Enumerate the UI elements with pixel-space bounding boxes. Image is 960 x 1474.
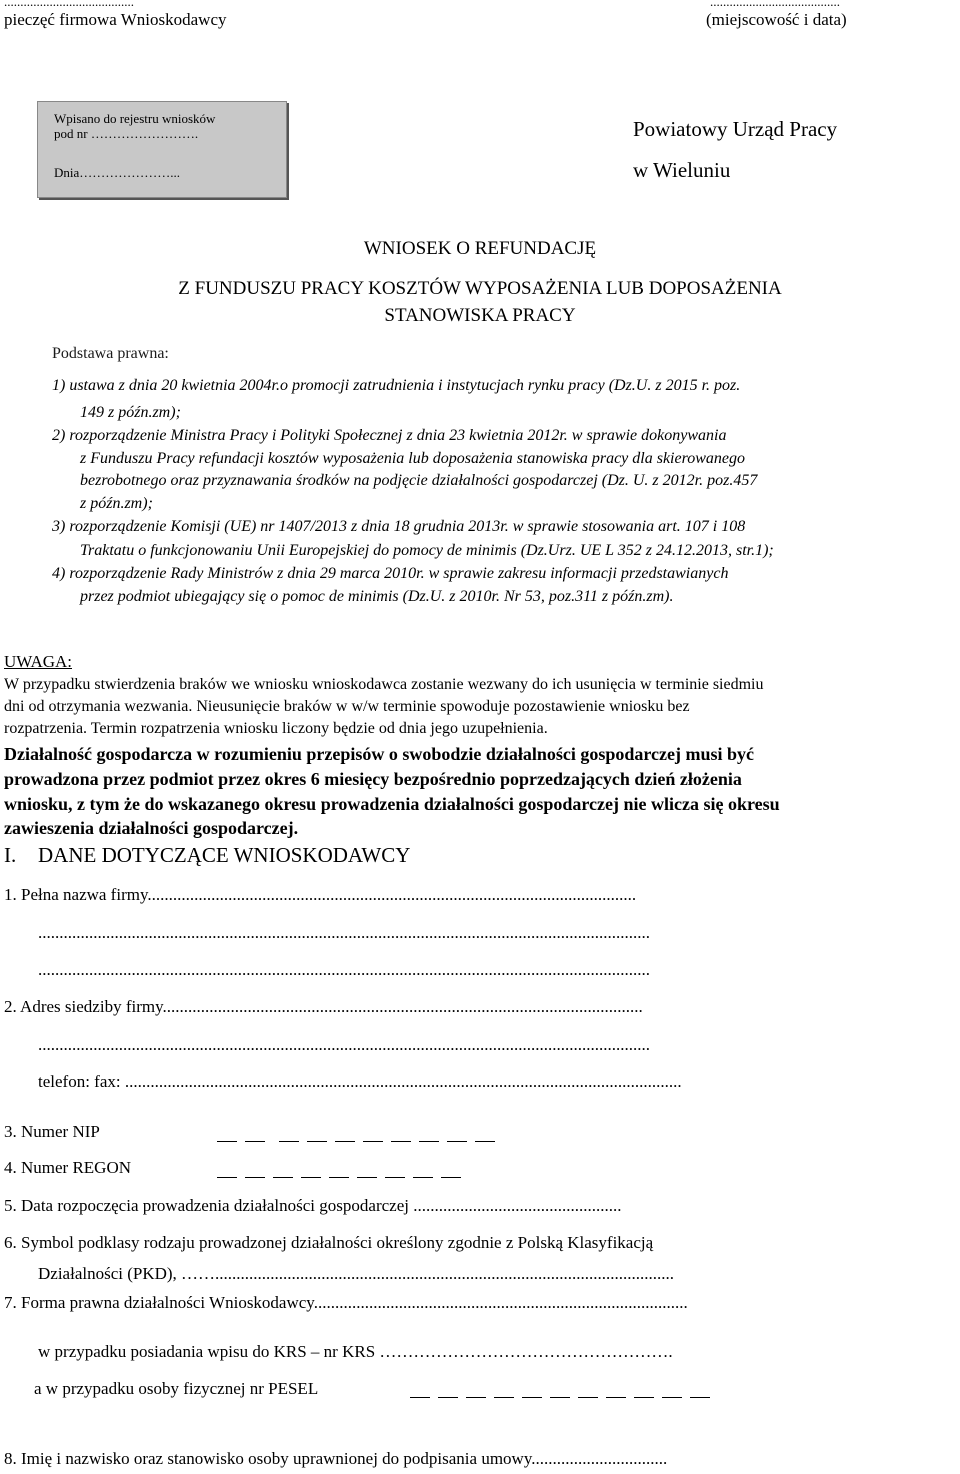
legal-line: 4) rozporządzenie Rady Ministrów z dnia 29 marca 2010r. w sprawie zakresu informacji przedstawianych (52, 565, 729, 582)
registry-line-3: Dnia…………………... (54, 165, 181, 180)
title-line-2: Z FUNDUSZU PRACY KOSZTÓW WYPOSAŻENIA LUB DOPOSAŻENIA (178, 278, 782, 299)
digit-box[interactable] (245, 1140, 265, 1142)
notice-text-3: rozpatrzenia. Termin rozpatrzenia wniosku liczony będzie od dnia jego uzupełnienia. (4, 720, 548, 737)
digit-box[interactable] (475, 1140, 495, 1142)
digit-box[interactable] (385, 1176, 405, 1178)
stamp-label: pieczęć firmowa Wnioskodawcy (4, 10, 227, 29)
place-date-dotted-line: ........................................ (710, 0, 840, 9)
title-line-1: WNIOSEK O REFUNDACJĘ (363, 238, 597, 259)
digit-box[interactable] (419, 1140, 439, 1142)
notice-bold-2: prowadzona przez podmiot przez okres 6 miesięcy bezpośrednio poprzedzających dzień złożenia (4, 769, 742, 789)
field-pkd-line-1: 6. Symbol podklasy rodzaju prowadzonej działalności określony zgodnie z Polską Klasyfikacją (4, 1233, 654, 1252)
legal-basis-label: Podstawa prawna: (52, 345, 169, 362)
field-pkd-line-2[interactable]: Działalności (PKD), ……............................................................................................................ (38, 1264, 675, 1283)
digit-box[interactable] (273, 1176, 293, 1178)
legal-line: przez podmiot ubiegający się o pomoc de minimis (Dz.U. z 2010r. Nr 53, poz.311 z późn.zm). (80, 588, 674, 605)
field-company-name-line-2[interactable]: ................................................................................................................................................ (38, 923, 650, 942)
section-title: DANE DOTYCZĄCE WNIOSKODAWCY (38, 843, 411, 867)
digit-box[interactable] (217, 1176, 237, 1178)
registry-line-2: pod nr ……………………. (54, 126, 199, 141)
office-city: w Wieluniu (633, 158, 731, 182)
digit-box[interactable] (357, 1176, 377, 1178)
stamp-dotted-line: ........................................ (4, 0, 134, 9)
field-pesel-label: a w przypadku osoby fizycznej nr PESEL (34, 1379, 319, 1398)
office-name: Powiatowy Urząd Pracy (633, 117, 838, 141)
field-company-name-line-3[interactable]: ................................................................................................................................................ (38, 960, 650, 979)
place-date-label: (miejscowość i data) (706, 10, 847, 29)
notice-bold-4: zawieszenia działalności gospodarczej. (4, 818, 299, 838)
notice-text-2: dni od otrzymania wezwania. Nieusunięcie braków w w/w terminie spowoduje pozostawienie wniosku bez (4, 698, 690, 715)
digit-box[interactable] (522, 1396, 542, 1398)
title-line-3: STANOWISKA PRACY (384, 305, 576, 326)
digit-box[interactable] (447, 1140, 467, 1142)
digit-box[interactable] (413, 1176, 433, 1178)
field-start-date[interactable]: 5. Data rozpoczęcia prowadzenia działalności gospodarczej ................................................. (4, 1196, 622, 1215)
legal-line: Traktatu o funkcjonowaniu Unii Europejskiej do pomocy de minimis (Dz.Urz. UE L 352 z 24.12.2013, str.1); (80, 542, 774, 559)
section-number: I. (4, 843, 17, 867)
notice-bold-3: wniosku, z tym że do wskazanego okresu prowadzenia działalności gospodarczej nie wlicza się okresu (4, 794, 780, 814)
digit-box[interactable] (578, 1396, 598, 1398)
digit-box[interactable] (245, 1176, 265, 1178)
field-krs[interactable]: w przypadku posiadania wpisu do KRS – nr KRS ……………………………………………. (38, 1342, 673, 1361)
digit-box[interactable] (335, 1140, 355, 1142)
digit-box[interactable] (466, 1396, 486, 1398)
field-company-address-line-2[interactable]: ................................................................................................................................................ (38, 1035, 650, 1054)
legal-line: z Funduszu Pracy refundacji kosztów wyposażenia lub doposażenia stanowiska pracy dla skierowanego (80, 450, 745, 467)
field-regon-label: 4. Numer REGON (4, 1158, 132, 1177)
digit-box[interactable] (391, 1140, 411, 1142)
digit-box[interactable] (301, 1176, 321, 1178)
digit-box[interactable] (329, 1176, 349, 1178)
field-legal-form[interactable]: 7. Forma prawna działalności Wnioskodawcy........................................................................................ (4, 1293, 688, 1312)
legal-line: 3) rozporządzenie Komisji (UE) nr 1407/2013 z dnia 18 grudnia 2013r. w sprawie stosowania art. 107 i 108 (52, 518, 746, 535)
digit-box[interactable] (217, 1140, 237, 1142)
digit-box[interactable] (363, 1140, 383, 1142)
legal-line: bezrobotnego oraz przyznawania środków na podjęcie działalności gospodarczej (Dz. U. z 2012r. poz.457 (80, 472, 758, 489)
digit-box[interactable] (438, 1396, 458, 1398)
notice-text-1: W przypadku stwierdzenia braków we wniosku wnioskodawca zostanie wezwany do ich usunięcia w terminie siedmiu (4, 676, 764, 693)
field-signatory[interactable]: 8. Imię i nazwisko oraz stanowisko osoby uprawnionej do podpisania umowy................................ (4, 1449, 668, 1468)
digit-box[interactable] (279, 1140, 299, 1142)
legal-line: z późn.zm); (80, 495, 153, 512)
digit-box[interactable] (494, 1396, 514, 1398)
digit-box[interactable] (441, 1176, 461, 1178)
notice-heading: UWAGA: (4, 652, 72, 671)
digit-box[interactable] (634, 1396, 654, 1398)
registry-line-1: Wpisano do rejestru wniosków (54, 111, 216, 126)
regon-input[interactable] (217, 1176, 461, 1178)
digit-box[interactable] (410, 1396, 430, 1398)
field-phone-fax[interactable]: telefon: fax: ................................................................................................................................... (38, 1072, 682, 1091)
digit-box[interactable] (606, 1396, 626, 1398)
legal-line: 1) ustawa z dnia 20 kwietnia 2004r.o promocji zatrudnienia i instytucjach rynku pracy (Dz.U. z 2015 r. poz. (52, 377, 741, 394)
digit-box[interactable] (307, 1140, 327, 1142)
registry-box (37, 101, 287, 198)
digit-box[interactable] (662, 1396, 682, 1398)
field-company-name[interactable]: 1. Pełna nazwa firmy................................................................................................................... (4, 885, 637, 904)
digit-box[interactable] (690, 1396, 710, 1398)
legal-line: 2) rozporządzenie Ministra Pracy i Polityki Społecznej z dnia 23 kwietnia 2012r. w sprawie dokonywania (52, 427, 727, 444)
legal-line: 149 z późn.zm); (80, 404, 181, 421)
nip-input[interactable] (217, 1140, 495, 1142)
digit-box[interactable] (550, 1396, 570, 1398)
field-nip-label: 3. Numer NIP (4, 1122, 100, 1141)
notice-bold-1: Działalność gospodarcza w rozumieniu przepisów o swobodzie działalności gospodarczej musi być (4, 744, 755, 764)
pesel-input[interactable] (410, 1396, 710, 1398)
field-company-address[interactable]: 2. Adres siedziby firmy................................................................................................................. (4, 997, 643, 1016)
